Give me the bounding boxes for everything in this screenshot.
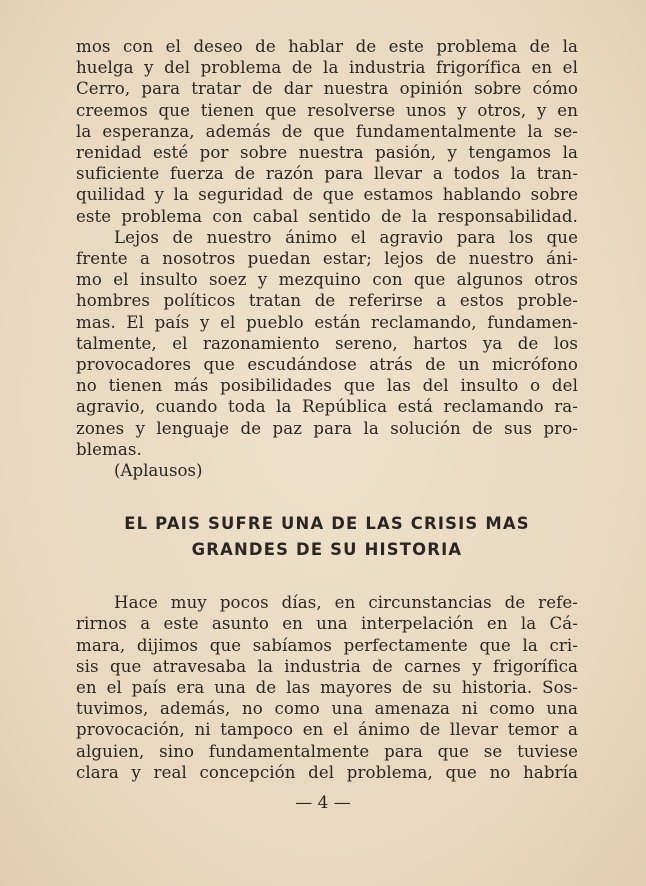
text-line: sis que atravesaba la industria de carnes y frigorífica bbox=[76, 656, 578, 676]
text-line: Lejos de nuestro ánimo el agravio para los que bbox=[114, 227, 578, 247]
text-line: en el país era una de las mayores de su historia. Sos- bbox=[76, 678, 578, 698]
text-line: quilidad y la seguridad de que estamos hablando sobre bbox=[76, 185, 578, 205]
text-line: no tienen más posibilidades que las del insulto o del bbox=[76, 376, 578, 396]
paragraph-1 bbox=[76, 36, 578, 227]
text-line: mos con el deseo de hablar de este problema de la bbox=[76, 37, 578, 56]
text-line: mara, dijimos que sabíamos perfectamente que la cri- bbox=[76, 635, 578, 655]
text-line: provocación, ni tampoco en el ánimo de llevar temor a bbox=[76, 720, 578, 740]
text-line: provocadores que escudándose atrás de un micrófono bbox=[76, 355, 578, 375]
text-line: rirnos a este asunto en una interpelación en la Cá- bbox=[76, 614, 578, 634]
heading-line-1: EL PAIS SUFRE UNA DE LAS CRISIS MAS bbox=[124, 514, 530, 534]
text-line: talmente, el razonamiento sereno, hartos ya de los bbox=[76, 333, 578, 353]
text-line: mas. El país y el pueblo están reclamando, fundamen- bbox=[76, 312, 578, 332]
text-line: clara y real concepción del problema, que no habría bbox=[76, 762, 578, 782]
section-heading bbox=[76, 511, 578, 563]
text-line: este problema con cabal sentido de la responsabilidad. bbox=[76, 206, 578, 226]
text-line: huelga y del problema de la industria frigorífica en el bbox=[76, 58, 578, 78]
text-line: la esperanza, además de que fundamentalmente la se- bbox=[76, 121, 578, 141]
text-line: blemas. bbox=[76, 439, 142, 459]
text-line: renidad esté por sobre nuestra pasión, y tengamos la bbox=[76, 143, 578, 163]
text-line: suficiente fuerza de razón para llevar a todos la tran- bbox=[76, 164, 578, 184]
text-line: frente a nosotros puedan estar; lejos de nuestro áni- bbox=[76, 249, 578, 269]
text-line: creemos que tienen que resolverse unos y otros, y en bbox=[76, 100, 578, 120]
text-line: Cerro, para tratar de dar nuestra opinión sobre cómo bbox=[76, 79, 578, 99]
applause-note: (Aplausos) bbox=[114, 461, 203, 481]
text-line: tuvimos, además, no como una amenaza ni como una bbox=[76, 699, 578, 719]
page-number: — 4 — bbox=[295, 793, 351, 813]
text-line: alguien, sino fundamentalmente para que se tuviese bbox=[76, 741, 578, 761]
paragraph-3 bbox=[76, 592, 578, 783]
text-line: agravio, cuando toda la República está reclamando ra- bbox=[76, 397, 578, 417]
text-line: zones y lenguaje de paz para la solución de sus pro- bbox=[76, 418, 578, 438]
paragraph-2 bbox=[76, 227, 578, 460]
heading-line-2: GRANDES DE SU HISTORIA bbox=[191, 540, 463, 560]
text-line: hombres políticos tratan de referirse a estos proble- bbox=[76, 291, 578, 311]
text-line: mo el insulto soez y mezquino con que algunos otros bbox=[76, 270, 578, 290]
text-block bbox=[76, 36, 578, 783]
text-line: Hace muy pocos días, en circunstancias de refe- bbox=[114, 593, 578, 613]
